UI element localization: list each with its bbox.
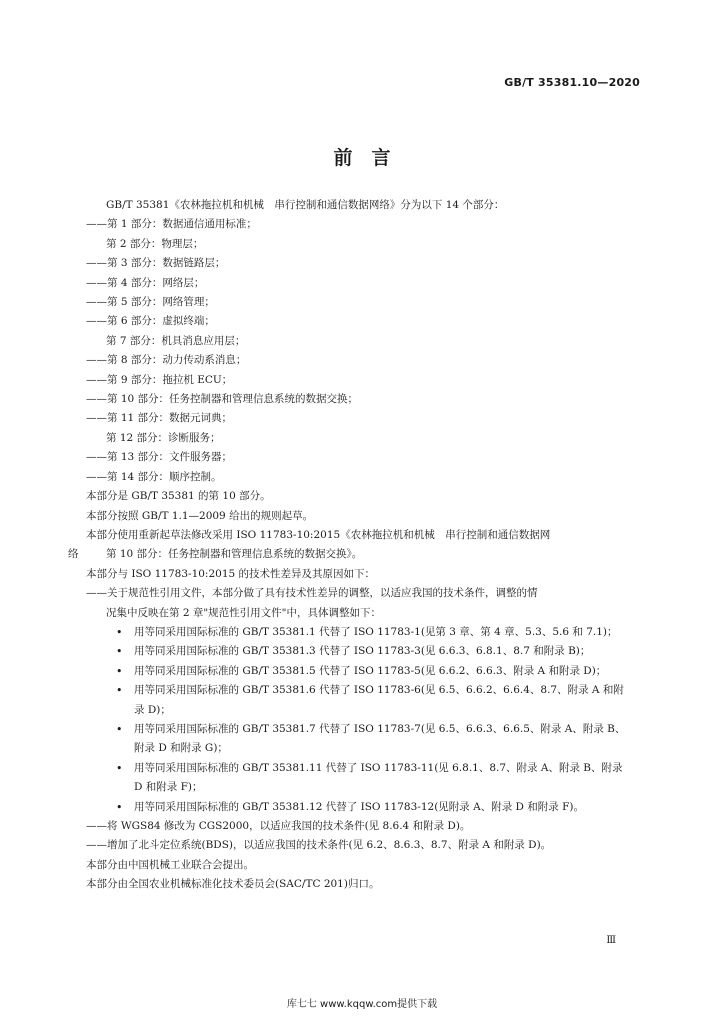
difference-item-references-line2: 况集中反映在第 2 章"规范性引用文件"中，具体调整如下：: [106, 606, 382, 619]
difference-item-bds: ——增加了北斗定位系统(BDS)，以适应我国的技术条件(见 6.2、8.6.3、8.7、附录 A 和附录 D)。: [86, 839, 552, 852]
difference-item-references-line1: ——关于规范性引用文件，本部分做了具有技术性差异的调整，以适应我国的技术条件，调整的情: [86, 587, 538, 600]
bullet-dot: •: [116, 664, 123, 678]
part-item-13: ——第 13 部分：文件服务器；: [86, 451, 233, 464]
bullet-item: [86, 642, 646, 661]
bullet-text: 用等同采用国际标准的 GB/T 35381.7 代替了 ISO 11783-7(见 6.5、6.6.3、6.6.5、附录 A、附录 B、附录 D 和附录 G)；: [134, 722, 626, 755]
adoption-wrap-char: 络: [68, 548, 79, 561]
paragraph-part-number: 本部分是 GB/T 35381 的第 10 部分。: [86, 490, 271, 503]
part-item-14: ——第 14 部分：顺序控制。: [86, 470, 222, 483]
paragraph-adoption-line2: 第 10 部分：任务控制器和管理信息系统的数据交换》。 络: [86, 545, 646, 564]
bullet-item: [86, 623, 646, 642]
bullet-text: 用等同采用国际标准的 GB/T 35381.6 代替了 ISO 11783-6(见 6.5、6.6.2、6.6.4、8.7、附录 A 和附录 D)；: [134, 684, 624, 716]
bullet-item: [86, 720, 646, 759]
bullet-item: [86, 662, 646, 681]
parts-list: [86, 215, 646, 487]
bullet-text: 用等同采用国际标准的 GB/T 35381.3 代替了 ISO 11783-3(见 6.6.3、6.8.1、8.7 和附录 B)；: [134, 645, 591, 658]
bullet-item: [86, 681, 646, 720]
page-title: 前 言: [333, 147, 391, 169]
paragraph-committee: 本部分由全国农业机械标准化技术委员会(SAC/TC 201)归口。: [86, 878, 380, 891]
part-item-4: ——第 4 部分：网络层；: [86, 276, 205, 289]
document-body: [68, 196, 646, 895]
bullet-dot: •: [116, 684, 123, 698]
paragraph-drafting-rules: 本部分按照 GB/T 1.1—2009 给出的规则起草。: [86, 509, 314, 522]
paragraph-adoption-line1: 本部分使用重新起草法修改采用 ISO 11783-10:2015《农林拖拉机和机械 串行控制和通信数据网: [86, 528, 551, 541]
part-item-3: ——第 3 部分：数据链路层；: [86, 257, 226, 270]
part-item-6: ——第 6 部分：虚拟终端；: [86, 315, 215, 328]
part-item-12: 第 12 部分：诊断服务；: [106, 431, 221, 444]
standard-code: GB/T 35381.10—2020: [504, 76, 640, 89]
part-item-11: ——第 11 部分：数据元词典；: [86, 412, 233, 425]
part-item-7: 第 7 部分：机具消息应用层；: [106, 334, 246, 347]
bullet-list: [86, 623, 646, 817]
bullet-dot: •: [116, 645, 123, 659]
bullet-dot: •: [116, 722, 123, 736]
part-item-9: ——第 9 部分：拖拉机 ECU；: [86, 373, 233, 386]
page-number: Ⅲ: [606, 935, 616, 946]
download-footer: 库七七 www.kqqw.com提供下载: [286, 999, 438, 1010]
bullet-dot: •: [116, 625, 123, 639]
bullet-text: 用等同采用国际标准的 GB/T 35381.11 代替了 ISO 11783-11(见 6.8.1、8.7、附录 A、附录 B、附录 D 和附录 F)；: [134, 761, 623, 794]
bullet-dot: •: [116, 800, 123, 814]
part-item-8: ——第 8 部分：动力传动系消息；: [86, 354, 247, 367]
difference-item-coordinate-system: ——将 WGS84 修改为 CGS2000，以适应我国的技术条件(见 8.6.4 和附录 D)。: [86, 820, 471, 832]
bullet-item: [86, 759, 646, 798]
bullet-item: [86, 798, 646, 817]
bullet-text: 用等同采用国际标准的 GB/T 35381.1 代替了 ISO 11783-1(见第 3 章、第 4 章、5.3、5.6 和 7.1)；: [134, 625, 618, 638]
bullet-text: 用等同采用国际标准的 GB/T 35381.12 代替了 ISO 11783-12(见附录 A、附录 D 和附录 F)。: [134, 800, 585, 813]
part-item-10: ——第 10 部分：任务控制器和管理信息系统的数据交换；: [86, 393, 359, 406]
bullet-dot: •: [116, 761, 123, 775]
part-item-2: 第 2 部分：物理层；: [106, 237, 204, 250]
paragraph-proposer: 本部分由中国机械工业联合会提出。: [86, 858, 254, 871]
intro-paragraph: GB/T 35381《农林拖拉机和机械 串行控制和通信数据网络》分为以下 14 个部分：: [106, 199, 505, 211]
paragraph-differences-intro: 本部分与 ISO 11783-10:2015 的技术性差异及其原因如下：: [86, 567, 376, 580]
bullet-text: 用等同采用国际标准的 GB/T 35381.5 代替了 ISO 11783-5(见 6.6.2、6.6.3、附录 A 和附录 D)；: [134, 664, 607, 677]
part-item-1: ——第 1 部分：数据通信通用标准；: [86, 218, 257, 231]
part-item-5: ——第 5 部分：网络管理；: [86, 296, 215, 309]
